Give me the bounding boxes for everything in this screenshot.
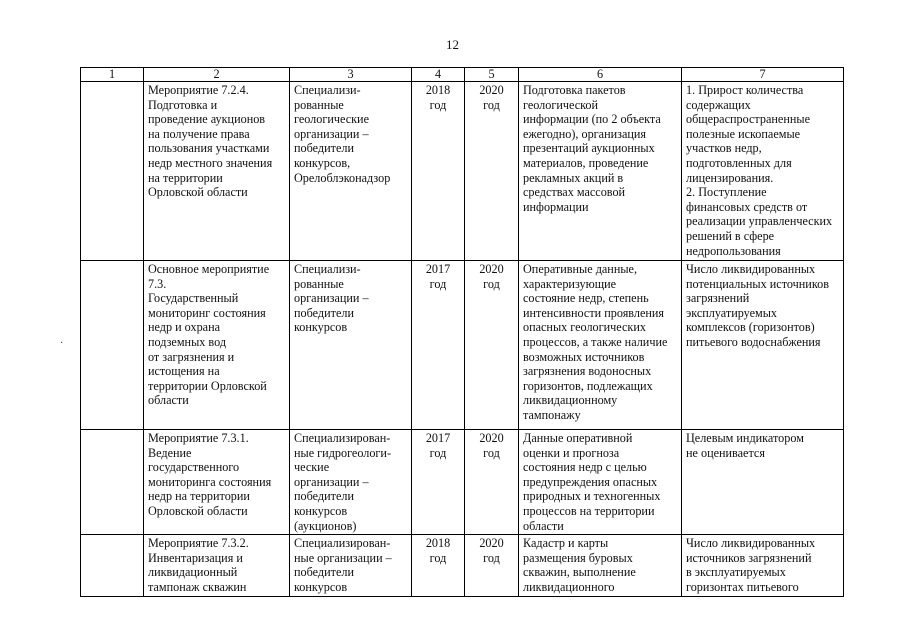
table-row — [81, 82, 844, 261]
table-cell-indicator: Число ликвидированных источников загрязнений в эксплуатируемых горизонтах питьевого — [682, 535, 844, 596]
table-cell-indicator: Целевым индикатором не оценивается — [682, 430, 844, 535]
table-cell-indicator: Число ликвидированных потенциальных источников загрязнений эксплуатируемых комплексов (горизонтов) питьевого водоснабжения — [682, 261, 844, 430]
table-cell-executor: Специализирован- ные организации – победители конкурсов — [290, 535, 412, 596]
table-cell-measure: Мероприятие 7.3.1. Ведение государственного мониторинга состояния недр на территории Орловской области — [144, 430, 290, 535]
header-cell: 1 — [81, 68, 144, 82]
header-cell: 3 — [290, 68, 412, 82]
table-cell-end-year: 2020 год — [465, 82, 519, 261]
table-row — [81, 535, 844, 596]
table-row — [81, 430, 844, 535]
table-cell-result: Данные оперативной оценки и прогноза состояния недр с целью предупреждения опасных природных и техногенных процессов на территории области — [519, 430, 682, 535]
header-cell: 5 — [465, 68, 519, 82]
table-cell-start-year: 2018 год — [412, 535, 465, 596]
table-cell-start-year: 2018 год — [412, 82, 465, 261]
header-cell: 2 — [144, 68, 290, 82]
page-number: 12 — [446, 37, 459, 52]
table-cell-end-year: 2020 год — [465, 261, 519, 430]
table-cell-number — [81, 535, 144, 596]
table-row — [81, 261, 844, 430]
margin-dot: · — [60, 338, 64, 349]
header-cell: 4 — [412, 68, 465, 82]
table-cell-number — [81, 261, 144, 430]
table-cell-measure: Мероприятие 7.2.4. Подготовка и проведение аукционов на получение права пользования участками недр местного значения на территории Орловской области — [144, 82, 290, 261]
table-cell-start-year: 2017 год — [412, 261, 465, 430]
table-cell-end-year: 2020 год — [465, 535, 519, 596]
header-cell: 6 — [519, 68, 682, 82]
header-cell: 7 — [682, 68, 844, 82]
table-cell-number — [81, 82, 144, 261]
table-header-row — [81, 68, 844, 82]
table-cell-indicator: 1. Прирост количества содержащих общераспространенные полезные ископаемые участков недр, подготовленных для лицензирования. 2. Поступление финансовых средств от реализации управленческих решений в сфере недропользования — [682, 82, 844, 261]
table-cell-result: Оперативные данные, характеризующие состояние недр, степень интенсивности проявления опасных геологических процессов, а также наличие возможных источников загрязнения водоносных горизонтов, подлежащих ликвидационному тампонажу — [519, 261, 682, 430]
table-cell-measure: Мероприятие 7.3.2. Инвентаризация и ликвидационный тампонаж скважин — [144, 535, 290, 596]
table-cell-result: Кадастр и карты размещения буровых скважин, выполнение ликвидационного — [519, 535, 682, 596]
table-cell-end-year: 2020 год — [465, 430, 519, 535]
table-cell-number — [81, 430, 144, 535]
program-measures-table — [80, 67, 844, 597]
table-cell-executor: Специализирован- ные гидрогеологи- ческие организации – победители конкурсов (аукционов) — [290, 430, 412, 535]
table-cell-executor: Специализи- рованные организации – победители конкурсов — [290, 261, 412, 430]
table-cell-executor: Специализи- рованные геологические организации – победители конкурсов, Орелоблэконадзор — [290, 82, 412, 261]
table-cell-measure: Основное мероприятие 7.3. Государственный мониторинг состояния недр и охрана подземных вод от загрязнения и истощения на территории Орловской области — [144, 261, 290, 430]
table-cell-start-year: 2017 год — [412, 430, 465, 535]
table-cell-result: Подготовка пакетов геологической информации (по 2 объекта ежегодно), организация презентаций аукционных материалов, проведение рекламных акций в средствах массовой информации — [519, 82, 682, 261]
